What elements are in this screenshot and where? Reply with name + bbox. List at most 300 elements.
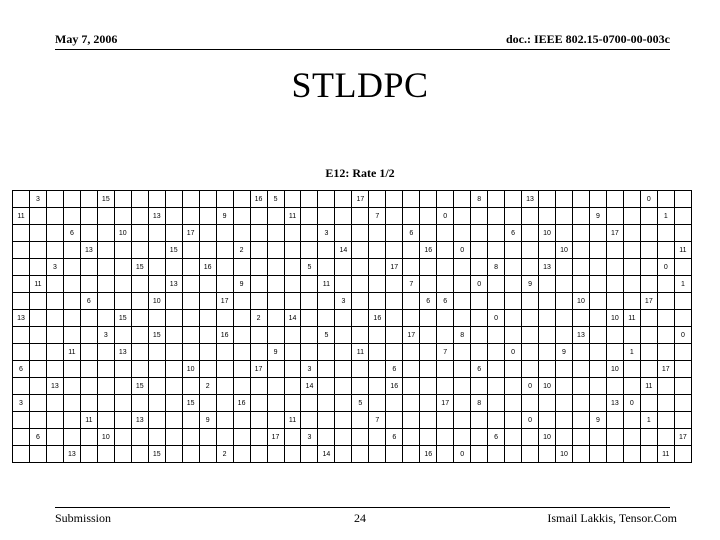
matrix-cell: 6 [437,293,454,310]
matrix-cell [505,412,522,429]
matrix-cell: 6 [420,293,437,310]
matrix-cell: 1 [640,412,657,429]
matrix-cell [250,208,267,225]
matrix-cell [165,327,182,344]
matrix-cell [522,361,539,378]
matrix-cell [114,259,131,276]
matrix-cell [606,446,623,463]
matrix-cell: 0 [454,446,471,463]
matrix-cell [606,327,623,344]
matrix-cell [46,344,63,361]
matrix-cell: 13 [148,208,165,225]
matrix-cell [589,446,606,463]
matrix-cell [505,446,522,463]
matrix-cell [657,429,674,446]
matrix-cell [471,293,488,310]
matrix-cell [640,429,657,446]
matrix-cell [63,276,80,293]
matrix-cell [233,293,250,310]
matrix-cell [589,344,606,361]
matrix-cell: 16 [233,395,250,412]
matrix-cell [165,293,182,310]
matrix-cell [352,361,369,378]
matrix-cell [522,293,539,310]
matrix-cell [572,344,589,361]
matrix-cell: 0 [674,327,691,344]
matrix-row [13,412,692,429]
matrix-cell: 13 [46,378,63,395]
matrix-cell [233,327,250,344]
matrix-cell [318,361,335,378]
matrix-cell [182,378,199,395]
matrix-cell: 8 [471,191,488,208]
matrix-cell [623,378,640,395]
matrix-cell [13,242,30,259]
matrix-cell [284,446,301,463]
matrix-cell [267,208,284,225]
matrix-cell [29,259,46,276]
matrix-cell [403,361,420,378]
matrix-cell [97,225,114,242]
matrix-cell: 17 [250,361,267,378]
matrix-cell [250,412,267,429]
matrix-cell [403,259,420,276]
matrix-cell: 16 [216,327,233,344]
matrix-cell [522,446,539,463]
matrix-cell [29,225,46,242]
matrix-cell [80,344,97,361]
matrix-cell: 15 [182,395,199,412]
matrix-cell [29,361,46,378]
matrix-cell [114,429,131,446]
matrix-cell [539,310,556,327]
matrix-cell [233,259,250,276]
matrix-cell: 13 [114,344,131,361]
matrix-cell [454,259,471,276]
matrix-cell: 5 [267,191,284,208]
matrix-cell [657,395,674,412]
matrix-cell [97,378,114,395]
matrix-cell [572,191,589,208]
matrix-cell [505,242,522,259]
matrix-cell [522,242,539,259]
matrix-cell [182,259,199,276]
matrix-cell [623,293,640,310]
matrix-cell [352,225,369,242]
matrix-cell [63,242,80,259]
matrix-cell [46,429,63,446]
matrix-row [13,191,692,208]
matrix-cell [301,225,318,242]
matrix-cell [589,191,606,208]
matrix-cell [505,191,522,208]
matrix-cell [165,225,182,242]
matrix-cell: 17 [640,293,657,310]
matrix-cell [572,242,589,259]
matrix-cell [488,378,505,395]
matrix-cell: 15 [148,446,165,463]
matrix-cell: 11 [63,344,80,361]
matrix-cell [623,412,640,429]
matrix-cell [505,310,522,327]
matrix-cell [318,344,335,361]
matrix-cell [606,242,623,259]
matrix-cell [556,293,573,310]
matrix-cell [539,293,556,310]
matrix-cell [216,310,233,327]
matrix-cell: 11 [13,208,30,225]
matrix-cell [63,327,80,344]
matrix-cell: 17 [386,259,403,276]
matrix-cell [471,446,488,463]
matrix-cell [674,378,691,395]
matrix-cell [148,191,165,208]
matrix-cell [589,259,606,276]
matrix-cell [250,327,267,344]
matrix-cell [182,310,199,327]
matrix-cell [471,378,488,395]
matrix-cell [454,344,471,361]
matrix-cell [233,344,250,361]
matrix-cell [522,327,539,344]
matrix-cell [420,412,437,429]
matrix-cell [63,378,80,395]
matrix-cell [216,378,233,395]
matrix-cell [522,259,539,276]
matrix-row [13,361,692,378]
matrix-cell [46,293,63,310]
matrix-cell [63,395,80,412]
matrix-cell: 11 [284,208,301,225]
matrix-cell [250,395,267,412]
matrix-cell [80,429,97,446]
matrix-cell [182,191,199,208]
matrix-cell: 17 [216,293,233,310]
matrix-cell: 2 [233,242,250,259]
matrix-cell: 13 [165,276,182,293]
matrix-cell [148,276,165,293]
matrix-cell [539,344,556,361]
matrix-cell [454,429,471,446]
matrix-cell [29,344,46,361]
matrix-cell [165,446,182,463]
matrix-cell: 9 [216,208,233,225]
matrix-cell [539,208,556,225]
matrix-cell [46,446,63,463]
matrix-cell [29,293,46,310]
matrix-cell [63,208,80,225]
matrix-cell [267,242,284,259]
matrix-cell: 10 [556,446,573,463]
matrix-cell [284,259,301,276]
matrix-cell [29,446,46,463]
matrix-cell: 7 [403,276,420,293]
matrix-cell [420,378,437,395]
matrix-cell [199,361,216,378]
matrix-cell [301,446,318,463]
matrix-cell [284,293,301,310]
matrix-cell [352,242,369,259]
matrix-cell [199,310,216,327]
matrix-row [13,395,692,412]
matrix-row [13,293,692,310]
matrix-cell: 0 [623,395,640,412]
matrix-cell: 13 [539,259,556,276]
matrix-cell [674,191,691,208]
matrix-cell [606,208,623,225]
matrix-cell: 6 [13,361,30,378]
matrix-cell [352,429,369,446]
matrix-cell: 17 [352,191,369,208]
matrix-cell [420,208,437,225]
matrix-row [13,259,692,276]
matrix-cell [522,429,539,446]
matrix-cell [369,344,386,361]
matrix-cell [97,310,114,327]
matrix-cell: 8 [454,327,471,344]
matrix-cell [420,395,437,412]
matrix-cell [403,191,420,208]
matrix-cell [606,191,623,208]
matrix-cell: 10 [114,225,131,242]
matrix-cell [640,446,657,463]
matrix-cell [80,276,97,293]
matrix-cell [454,395,471,412]
matrix-cell [674,361,691,378]
matrix-cell [335,276,352,293]
matrix-cell [267,395,284,412]
matrix-cell [233,191,250,208]
matrix-row [13,446,692,463]
matrix-cell [505,361,522,378]
matrix-cell: 5 [352,395,369,412]
matrix-cell [488,361,505,378]
matrix-cell [488,412,505,429]
matrix-cell [267,361,284,378]
matrix-cell [267,259,284,276]
matrix-cell: 3 [29,191,46,208]
matrix-cell: 14 [335,242,352,259]
matrix-cell: 9 [267,344,284,361]
matrix-cell: 6 [488,429,505,446]
matrix-cell [165,412,182,429]
matrix-cell [335,412,352,429]
matrix-cell [250,225,267,242]
matrix-cell [216,242,233,259]
matrix-row [13,327,692,344]
matrix-cell [369,361,386,378]
matrix-cell [403,378,420,395]
matrix-cell [505,259,522,276]
matrix-cell [589,327,606,344]
matrix-cell [437,191,454,208]
matrix-cell [437,429,454,446]
matrix-cell [250,259,267,276]
matrix-cell: 6 [403,225,420,242]
matrix-cell [199,293,216,310]
matrix-cell: 17 [267,429,284,446]
matrix-cell [46,327,63,344]
matrix-cell [403,429,420,446]
matrix-cell [539,361,556,378]
matrix-cell [148,361,165,378]
matrix-cell [131,429,148,446]
matrix-cell [165,191,182,208]
matrix-cell [284,191,301,208]
matrix-cell [589,395,606,412]
matrix-cell [623,327,640,344]
matrix-cell [29,310,46,327]
matrix-cell [386,191,403,208]
matrix-cell [437,446,454,463]
matrix-cell [640,310,657,327]
matrix-cell [623,225,640,242]
matrix-cell [131,310,148,327]
matrix-cell [46,395,63,412]
matrix-cell [437,327,454,344]
matrix-cell [13,191,30,208]
matrix-cell [216,395,233,412]
matrix-cell [640,225,657,242]
matrix-cell [335,191,352,208]
matrix-cell [420,259,437,276]
matrix-cell [97,208,114,225]
matrix-cell [233,310,250,327]
matrix-cell [46,310,63,327]
matrix-cell [572,225,589,242]
matrix-cell [386,242,403,259]
matrix-cell [505,276,522,293]
matrix-cell [216,412,233,429]
matrix-cell: 6 [29,429,46,446]
matrix-cell [556,412,573,429]
matrix-cell: 3 [318,225,335,242]
matrix-cell [386,327,403,344]
matrix-cell: 15 [148,327,165,344]
matrix-cell: 13 [606,395,623,412]
matrix-cell: 9 [199,412,216,429]
matrix-cell [437,378,454,395]
matrix-cell [80,395,97,412]
matrix-cell [674,395,691,412]
matrix-cell: 5 [301,259,318,276]
matrix-cell [657,225,674,242]
matrix-cell [114,361,131,378]
matrix-cell [471,344,488,361]
matrix-cell: 10 [148,293,165,310]
matrix-cell [640,276,657,293]
matrix-cell [606,276,623,293]
matrix-cell [199,191,216,208]
matrix-cell [640,327,657,344]
footer-rule [55,507,670,508]
matrix-cell [386,395,403,412]
matrix-cell [403,293,420,310]
matrix-row [13,344,692,361]
matrix-cell [589,225,606,242]
matrix-cell [505,378,522,395]
matrix-cell [369,242,386,259]
matrix-cell [284,361,301,378]
matrix-cell [318,242,335,259]
matrix-cell [284,344,301,361]
matrix-cell [29,378,46,395]
matrix-cell [386,293,403,310]
parity-check-matrix [12,190,692,463]
matrix-cell: 10 [606,310,623,327]
matrix-cell [301,276,318,293]
matrix-cell: 13 [522,191,539,208]
matrix-cell [148,310,165,327]
matrix-cell [63,293,80,310]
matrix-cell [13,327,30,344]
matrix-cell [420,225,437,242]
matrix-cell [46,276,63,293]
matrix-cell [386,344,403,361]
matrix-cell [454,412,471,429]
matrix-cell: 15 [97,191,114,208]
matrix-cell [114,327,131,344]
matrix-cell: 6 [63,225,80,242]
matrix-cell [148,344,165,361]
matrix-cell [437,225,454,242]
matrix-cell [488,344,505,361]
matrix-cell [250,344,267,361]
footer-page-number: 24 [354,511,366,525]
matrix-cell: 14 [318,446,335,463]
matrix-cell [640,259,657,276]
matrix-cell [267,225,284,242]
matrix-cell [29,208,46,225]
matrix-cell [233,361,250,378]
matrix-cell [657,191,674,208]
matrix-cell [97,412,114,429]
matrix-cell [556,276,573,293]
matrix-cell [539,446,556,463]
matrix-cell [13,412,30,429]
matrix-cell [556,395,573,412]
matrix-cell [267,293,284,310]
matrix-cell [352,446,369,463]
matrix-cell [657,276,674,293]
matrix-cell [403,412,420,429]
matrix-cell [471,259,488,276]
matrix-cell: 2 [199,378,216,395]
matrix-cell: 6 [386,361,403,378]
matrix-cell [403,242,420,259]
matrix-cell [403,208,420,225]
matrix-cell [674,225,691,242]
matrix-cell [352,259,369,276]
matrix-cell [674,293,691,310]
matrix-cell [284,225,301,242]
matrix-cell: 14 [301,378,318,395]
matrix-cell [46,361,63,378]
matrix-cell [114,378,131,395]
matrix-cell [301,412,318,429]
matrix-cell [488,293,505,310]
header-doc-id: doc.: IEEE 802.15-0700-00-003c [506,32,670,46]
matrix-cell [606,293,623,310]
matrix-cell [114,276,131,293]
matrix-cell [420,276,437,293]
matrix-cell [233,378,250,395]
matrix-cell [335,446,352,463]
matrix-cell: 11 [318,276,335,293]
matrix-cell [674,259,691,276]
matrix-cell [182,242,199,259]
matrix-cell [657,378,674,395]
